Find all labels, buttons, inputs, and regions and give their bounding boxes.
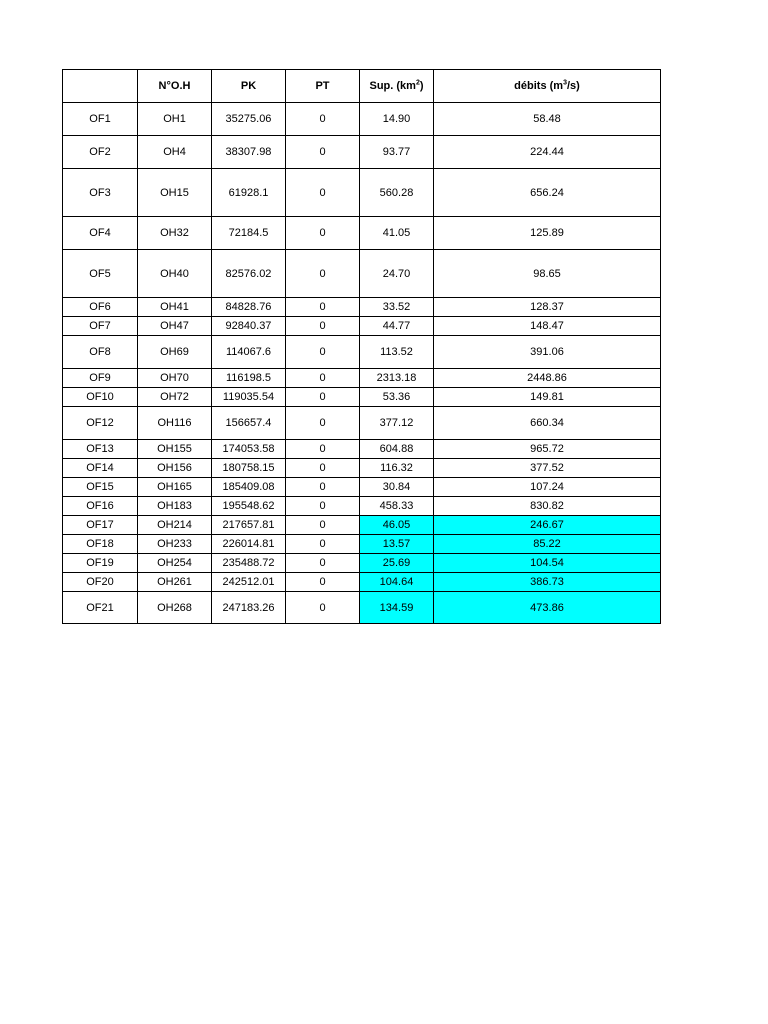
cell-pt: 0 [286,388,360,407]
table-row [63,317,661,336]
table-row [63,103,661,136]
cell-debit: 391.06 [434,336,661,369]
table-row [63,217,661,250]
cell-oh: OH32 [138,217,212,250]
table-row [63,136,661,169]
cell-of: OF20 [63,573,138,592]
table-row [63,459,661,478]
cell-oh: OH4 [138,136,212,169]
cell-pk: 242512.01 [212,573,286,592]
header-surface-text: Sup. (km [369,80,416,92]
cell-pk: 84828.76 [212,298,286,317]
cell-surface: 560.28 [360,169,434,217]
table-row [63,478,661,497]
table-row [63,497,661,516]
data-table [62,69,661,624]
cell-of: OF2 [63,136,138,169]
cell-debit: 2448.86 [434,369,661,388]
cell-pt: 0 [286,592,360,624]
cell-debit: 148.47 [434,317,661,336]
cell-of: OF7 [63,317,138,336]
cell-pt: 0 [286,497,360,516]
cell-pt: 0 [286,407,360,440]
cell-oh: OH183 [138,497,212,516]
table-row [63,369,661,388]
cell-pk: 114067.6 [212,336,286,369]
cell-pk: 119035.54 [212,388,286,407]
cell-pt: 0 [286,103,360,136]
cell-of: OF4 [63,217,138,250]
cell-surface: 41.05 [360,217,434,250]
cell-debit: 104.54 [434,554,661,573]
table-body [63,103,661,624]
spreadsheet-table-container [62,69,661,624]
cell-oh: OH268 [138,592,212,624]
cell-surface: 33.52 [360,298,434,317]
cell-surface: 24.70 [360,250,434,298]
cell-surface: 46.05 [360,516,434,535]
cell-of: OF17 [63,516,138,535]
header-pt: PT [286,70,360,103]
cell-oh: OH47 [138,317,212,336]
cell-debit: 656.24 [434,169,661,217]
cell-surface: 93.77 [360,136,434,169]
table-row [63,298,661,317]
cell-of: OF19 [63,554,138,573]
cell-debit: 377.52 [434,459,661,478]
table-row [63,592,661,624]
cell-pt: 0 [286,459,360,478]
cell-surface: 116.32 [360,459,434,478]
cell-surface: 25.69 [360,554,434,573]
cell-of: OF13 [63,440,138,459]
cell-pk: 61928.1 [212,169,286,217]
cell-surface: 53.36 [360,388,434,407]
cell-debit: 128.37 [434,298,661,317]
cell-oh: OH1 [138,103,212,136]
cell-pk: 247183.26 [212,592,286,624]
cell-debit: 224.44 [434,136,661,169]
cell-pk: 38307.98 [212,136,286,169]
cell-pt: 0 [286,136,360,169]
header-row [63,70,661,103]
cell-pt: 0 [286,573,360,592]
header-debits-text: débits (m [514,80,564,92]
cell-debit: 149.81 [434,388,661,407]
cell-debit: 85.22 [434,535,661,554]
cell-surface: 113.52 [360,336,434,369]
table-row [63,440,661,459]
table-row [63,573,661,592]
header-blank [63,70,138,103]
cell-oh: OH155 [138,440,212,459]
cell-pt: 0 [286,535,360,554]
cell-surface: 604.88 [360,440,434,459]
table-row [63,250,661,298]
cell-of: OF16 [63,497,138,516]
cell-oh: OH69 [138,336,212,369]
cell-pk: 180758.15 [212,459,286,478]
table-row [63,336,661,369]
cell-surface: 13.57 [360,535,434,554]
table-row [63,535,661,554]
cell-surface: 104.64 [360,573,434,592]
cell-debit: 58.48 [434,103,661,136]
cell-pk: 92840.37 [212,317,286,336]
cell-oh: OH70 [138,369,212,388]
cell-debit: 246.67 [434,516,661,535]
cell-of: OF5 [63,250,138,298]
cell-pk: 174053.58 [212,440,286,459]
cell-of: OF14 [63,459,138,478]
cell-debit: 98.65 [434,250,661,298]
header-surface-exponent: 2 [415,79,420,87]
cell-pt: 0 [286,336,360,369]
cell-surface: 377.12 [360,407,434,440]
cell-oh: OH15 [138,169,212,217]
cell-surface: 134.59 [360,592,434,624]
cell-pt: 0 [286,217,360,250]
cell-oh: OH233 [138,535,212,554]
cell-oh: OH214 [138,516,212,535]
cell-of: OF3 [63,169,138,217]
cell-debit: 107.24 [434,478,661,497]
cell-pk: 217657.81 [212,516,286,535]
table-row [63,516,661,535]
cell-pk: 195548.62 [212,497,286,516]
cell-of: OF18 [63,535,138,554]
cell-debit: 125.89 [434,217,661,250]
cell-surface: 14.90 [360,103,434,136]
header-pk: PK [212,70,286,103]
cell-pk: 235488.72 [212,554,286,573]
header-debits-close: /s) [566,80,580,92]
cell-pt: 0 [286,250,360,298]
cell-of: OF10 [63,388,138,407]
table-row [63,554,661,573]
header-debits [434,70,661,103]
cell-oh: OH72 [138,388,212,407]
cell-of: OF15 [63,478,138,497]
cell-pk: 156657.4 [212,407,286,440]
cell-pk: 35275.06 [212,103,286,136]
cell-pt: 0 [286,440,360,459]
cell-pk: 226014.81 [212,535,286,554]
cell-pt: 0 [286,317,360,336]
cell-oh: OH116 [138,407,212,440]
cell-of: OF1 [63,103,138,136]
cell-pk: 116198.5 [212,369,286,388]
cell-pk: 72184.5 [212,217,286,250]
cell-surface: 458.33 [360,497,434,516]
cell-oh: OH165 [138,478,212,497]
header-debits-exponent: 3 [563,79,567,87]
header-surface-close: ) [419,80,424,92]
table-row [63,169,661,217]
cell-debit: 830.82 [434,497,661,516]
cell-pk: 82576.02 [212,250,286,298]
cell-surface: 44.77 [360,317,434,336]
cell-oh: OH156 [138,459,212,478]
table-row [63,388,661,407]
cell-pk: 185409.08 [212,478,286,497]
cell-oh: OH40 [138,250,212,298]
cell-oh: OH261 [138,573,212,592]
cell-surface: 2313.18 [360,369,434,388]
cell-oh: OH254 [138,554,212,573]
cell-pt: 0 [286,298,360,317]
cell-of: OF9 [63,369,138,388]
cell-debit: 965.72 [434,440,661,459]
cell-pt: 0 [286,169,360,217]
cell-pt: 0 [286,554,360,573]
cell-oh: OH41 [138,298,212,317]
cell-pt: 0 [286,369,360,388]
cell-of: OF8 [63,336,138,369]
header-oh-number: N°O.H [138,70,212,103]
cell-of: OF6 [63,298,138,317]
cell-debit: 473.86 [434,592,661,624]
cell-debit: 386.73 [434,573,661,592]
header-surface [360,70,434,103]
table-row [63,407,661,440]
cell-of: OF12 [63,407,138,440]
cell-pt: 0 [286,478,360,497]
cell-of: OF21 [63,592,138,624]
cell-surface: 30.84 [360,478,434,497]
cell-pt: 0 [286,516,360,535]
cell-debit: 660.34 [434,407,661,440]
